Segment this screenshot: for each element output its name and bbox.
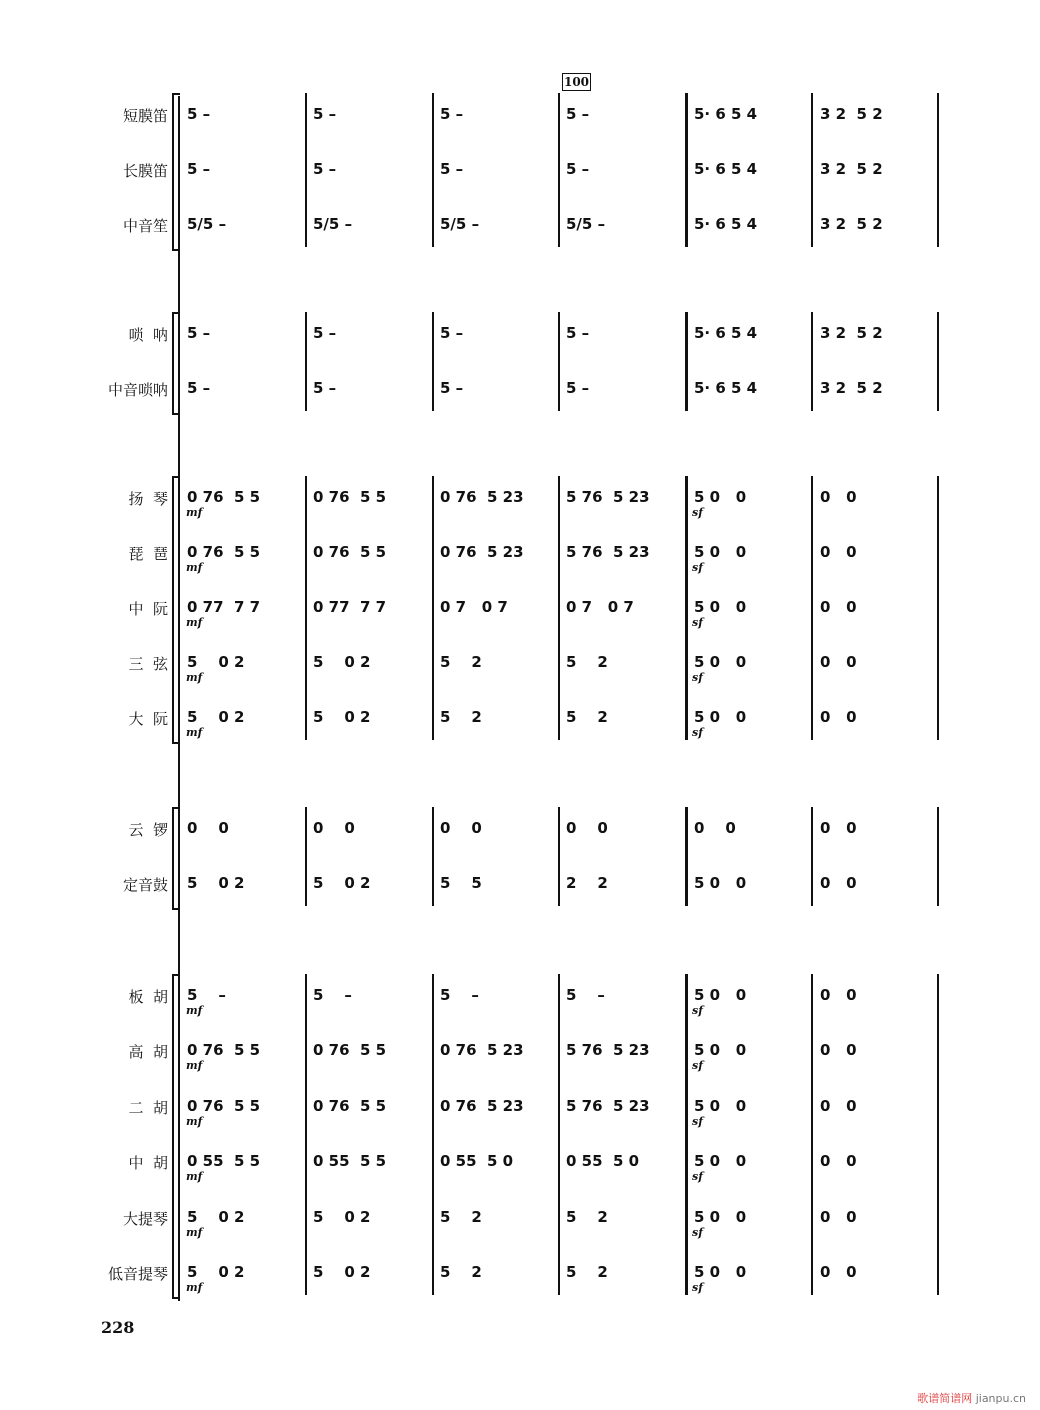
measure-notes: 5 –: [440, 379, 464, 397]
dynamic-marking: sf: [692, 1170, 703, 1183]
measure-notes: 5 0 2: [313, 1208, 371, 1226]
instrument-name: 大 阮: [128, 710, 168, 728]
measure-notes: 3 2 5 2: [820, 324, 883, 342]
measure-notes: 5 –: [313, 379, 337, 397]
measure-notes: 5 0 2: [187, 874, 245, 892]
measure-notes: 0 76 5 5: [313, 1097, 387, 1115]
measure-notes: 5 0 2: [187, 1263, 245, 1281]
barline: [432, 476, 434, 740]
measure-notes: 5· 6 5 4: [694, 324, 758, 342]
measure-notes: 5 2: [566, 708, 608, 726]
measure-notes: 3 2 5 2: [820, 160, 883, 178]
barline: [937, 476, 939, 740]
instrument-name: 唢 呐: [128, 326, 168, 344]
measure-notes: 5 –: [566, 105, 590, 123]
barline: [685, 93, 688, 247]
measure-notes: 5 –: [440, 986, 479, 1004]
page-number: 228: [101, 1318, 135, 1337]
measure-notes: 0 77 7 7: [313, 598, 387, 616]
measure-notes: 0 76 5 23: [440, 1097, 524, 1115]
dynamic-marking: mf: [186, 506, 203, 519]
barline: [432, 974, 434, 1295]
measure-notes: 5 0 2: [313, 1263, 371, 1281]
barline: [305, 974, 307, 1295]
measure-notes: 3 2 5 2: [820, 215, 883, 233]
dynamic-marking: mf: [186, 726, 203, 739]
barline: [305, 476, 307, 740]
section-bracket-percussion: [172, 807, 180, 910]
measure-notes: 5 –: [187, 986, 226, 1004]
instrument-name: 扬 琴: [128, 490, 168, 508]
barline: [432, 807, 434, 906]
measure-notes: 5 2: [566, 653, 608, 671]
measure-notes: 0 76 5 5: [187, 1041, 261, 1059]
measure-notes: 0 76 5 5: [313, 488, 387, 506]
barline: [558, 476, 560, 740]
instrument-name: 云 锣: [128, 821, 168, 839]
measure-notes: 5 76 5 23: [566, 543, 650, 561]
measure-notes: 5 76 5 23: [566, 488, 650, 506]
instrument-name: 中 胡: [128, 1154, 168, 1172]
measure-notes: 0 55 5 0: [440, 1152, 514, 1170]
barline: [811, 974, 813, 1295]
measure-notes: 5 –: [566, 324, 590, 342]
measure-notes: 3 2 5 2: [820, 379, 883, 397]
section-bracket-suona: [172, 312, 180, 415]
measure-notes: 0 0: [820, 1152, 857, 1170]
measure-notes: 5 0 2: [187, 653, 245, 671]
measure-notes: 5 0 0: [694, 1097, 747, 1115]
dynamic-marking: sf: [692, 616, 703, 629]
measure-notes: 5 0 0: [694, 543, 747, 561]
measure-notes: 5 0 2: [187, 1208, 245, 1226]
measure-notes: 0 76 5 5: [187, 543, 261, 561]
rehearsal-mark: 100: [563, 75, 590, 89]
barline: [305, 807, 307, 906]
barline: [811, 93, 813, 247]
barline: [937, 312, 939, 411]
measure-notes: 5 –: [187, 324, 211, 342]
dynamic-marking: mf: [186, 671, 203, 684]
measure-notes: 0 0: [820, 874, 857, 892]
measure-notes: 5 2: [440, 1263, 482, 1281]
measure-notes: 5 –: [313, 986, 352, 1004]
watermark: [917, 1390, 1026, 1406]
dynamic-marking: mf: [186, 1059, 203, 1072]
measure-notes: 5 0 0: [694, 1208, 747, 1226]
measure-notes: 0 7 0 7: [566, 598, 634, 616]
barline: [558, 93, 560, 247]
measure-notes: 5 0 0: [694, 708, 747, 726]
measure-notes: 5 –: [313, 105, 337, 123]
barline: [685, 312, 688, 411]
measure-notes: 0 0: [820, 488, 857, 506]
measure-notes: 0 0: [566, 819, 608, 837]
watermark-domain: jianpu.cn: [975, 1392, 1026, 1405]
dynamic-marking: mf: [186, 1115, 203, 1128]
watermark-text: 歌谱简谱网: [917, 1392, 973, 1405]
measure-notes: 5 0 0: [694, 1263, 747, 1281]
dynamic-marking: sf: [692, 671, 703, 684]
measure-notes: 5 –: [566, 379, 590, 397]
measure-notes: 5· 6 5 4: [694, 160, 758, 178]
instrument-name: 短膜笛: [122, 107, 168, 125]
barline: [558, 807, 560, 906]
dynamic-marking: sf: [692, 1059, 703, 1072]
dynamic-marking: sf: [692, 561, 703, 574]
instrument-name: 二 胡: [128, 1099, 168, 1117]
barline: [811, 807, 813, 906]
measure-notes: 0 0: [820, 986, 857, 1004]
barline: [685, 974, 688, 1295]
measure-notes: 5 –: [440, 105, 464, 123]
measure-notes: 5 –: [440, 324, 464, 342]
measure-notes: 0 0: [820, 543, 857, 561]
section-bracket-plucked: [172, 476, 180, 744]
instrument-name: 长膜笛: [122, 162, 168, 180]
measure-notes: 5 0 0: [694, 653, 747, 671]
measure-notes: 5 –: [187, 105, 211, 123]
dynamic-marking: sf: [692, 1004, 703, 1017]
dynamic-marking: mf: [186, 561, 203, 574]
measure-notes: 0 77 7 7: [187, 598, 261, 616]
measure-notes: 5 0 2: [313, 708, 371, 726]
measure-notes: 5· 6 5 4: [694, 105, 758, 123]
measure-notes: 0 55 5 5: [313, 1152, 387, 1170]
measure-notes: 0 76 5 23: [440, 488, 524, 506]
barline: [811, 476, 813, 740]
barline: [558, 312, 560, 411]
dynamic-marking: mf: [186, 1170, 203, 1183]
measure-notes: 0 0: [187, 819, 229, 837]
measure-notes: 0 76 5 23: [440, 1041, 524, 1059]
measure-notes: 0 76 5 23: [440, 543, 524, 561]
measure-notes: 5 2: [440, 708, 482, 726]
measure-notes: 2 2: [566, 874, 608, 892]
dynamic-marking: mf: [186, 1004, 203, 1017]
measure-notes: 5· 6 5 4: [694, 215, 758, 233]
instrument-name: 中音笙: [122, 217, 168, 235]
barline: [305, 93, 307, 247]
section-bracket-winds: [172, 93, 180, 251]
measure-notes: 0 0: [440, 819, 482, 837]
measure-notes: 5 0 0: [694, 874, 747, 892]
measure-notes: 5 –: [313, 324, 337, 342]
measure-notes: 5 –: [187, 160, 211, 178]
measure-notes: 5 –: [566, 160, 590, 178]
measure-notes: 5 0 0: [694, 1152, 747, 1170]
dynamic-marking: sf: [692, 1226, 703, 1239]
measure-notes: 3 2 5 2: [820, 105, 883, 123]
instrument-name: 中音唢呐: [107, 381, 168, 399]
measure-notes: 0 0: [820, 708, 857, 726]
measure-notes: 0 0: [820, 598, 857, 616]
measure-notes: 5/5 –: [187, 215, 227, 233]
measure-notes: 5 0 0: [694, 1041, 747, 1059]
measure-notes: 5· 6 5 4: [694, 379, 758, 397]
dynamic-marking: mf: [186, 1281, 203, 1294]
measure-notes: 5 –: [313, 160, 337, 178]
measure-notes: 5 5: [440, 874, 482, 892]
barline: [432, 312, 434, 411]
measure-notes: 0 0: [820, 1208, 857, 1226]
measure-notes: 0 76 5 5: [187, 1097, 261, 1115]
measure-notes: 0 0: [694, 819, 736, 837]
measure-notes: 0 0: [820, 653, 857, 671]
measure-notes: 5/5 –: [313, 215, 353, 233]
instrument-name: 低音提琴: [107, 1265, 168, 1283]
measure-notes: 0 0: [820, 819, 857, 837]
barline: [305, 312, 307, 411]
barline: [937, 93, 939, 247]
barline: [937, 807, 939, 906]
measure-notes: 5 2: [440, 653, 482, 671]
measure-notes: 5 76 5 23: [566, 1097, 650, 1115]
instrument-name: 三 弦: [128, 655, 168, 673]
measure-notes: 5 –: [566, 986, 605, 1004]
barline: [685, 476, 688, 740]
section-bracket-bowed: [172, 974, 180, 1299]
measure-notes: 0 76 5 5: [313, 543, 387, 561]
instrument-name: 大提琴: [122, 1210, 168, 1228]
barline: [432, 93, 434, 247]
measure-notes: 0 0: [820, 1263, 857, 1281]
dynamic-marking: sf: [692, 506, 703, 519]
measure-notes: 5 2: [566, 1263, 608, 1281]
instrument-name: 定音鼓: [122, 876, 168, 894]
measure-notes: 0 0: [820, 1097, 857, 1115]
measure-notes: 5 2: [566, 1208, 608, 1226]
instrument-name: 中 阮: [128, 600, 168, 618]
instrument-name: 琵 琶: [128, 545, 168, 563]
barline: [937, 974, 939, 1295]
measure-notes: 5/5 –: [440, 215, 480, 233]
measure-notes: 0 55 5 5: [187, 1152, 261, 1170]
dynamic-marking: mf: [186, 616, 203, 629]
measure-notes: 5/5 –: [566, 215, 606, 233]
measure-notes: 5 0 2: [313, 653, 371, 671]
measure-notes: 0 0: [820, 1041, 857, 1059]
measure-notes: 0 55 5 0: [566, 1152, 640, 1170]
instrument-name: 板 胡: [128, 988, 168, 1006]
instrument-name: 高 胡: [128, 1043, 168, 1061]
measure-notes: 5 0 0: [694, 488, 747, 506]
measure-notes: 5 0 0: [694, 986, 747, 1004]
dynamic-marking: sf: [692, 1281, 703, 1294]
measure-notes: 5 –: [187, 379, 211, 397]
measure-notes: 5 2: [440, 1208, 482, 1226]
barline: [685, 807, 688, 906]
dynamic-marking: sf: [692, 726, 703, 739]
measure-notes: 5 0 2: [313, 874, 371, 892]
measure-notes: 5 0 2: [187, 708, 245, 726]
barline: [558, 974, 560, 1295]
dynamic-marking: mf: [186, 1226, 203, 1239]
measure-notes: 0 76 5 5: [187, 488, 261, 506]
measure-notes: 5 76 5 23: [566, 1041, 650, 1059]
measure-notes: 5 0 0: [694, 598, 747, 616]
barline: [811, 312, 813, 411]
dynamic-marking: sf: [692, 1115, 703, 1128]
measure-notes: 0 7 0 7: [440, 598, 508, 616]
measure-notes: 0 76 5 5: [313, 1041, 387, 1059]
measure-notes: 0 0: [313, 819, 355, 837]
measure-notes: 5 –: [440, 160, 464, 178]
